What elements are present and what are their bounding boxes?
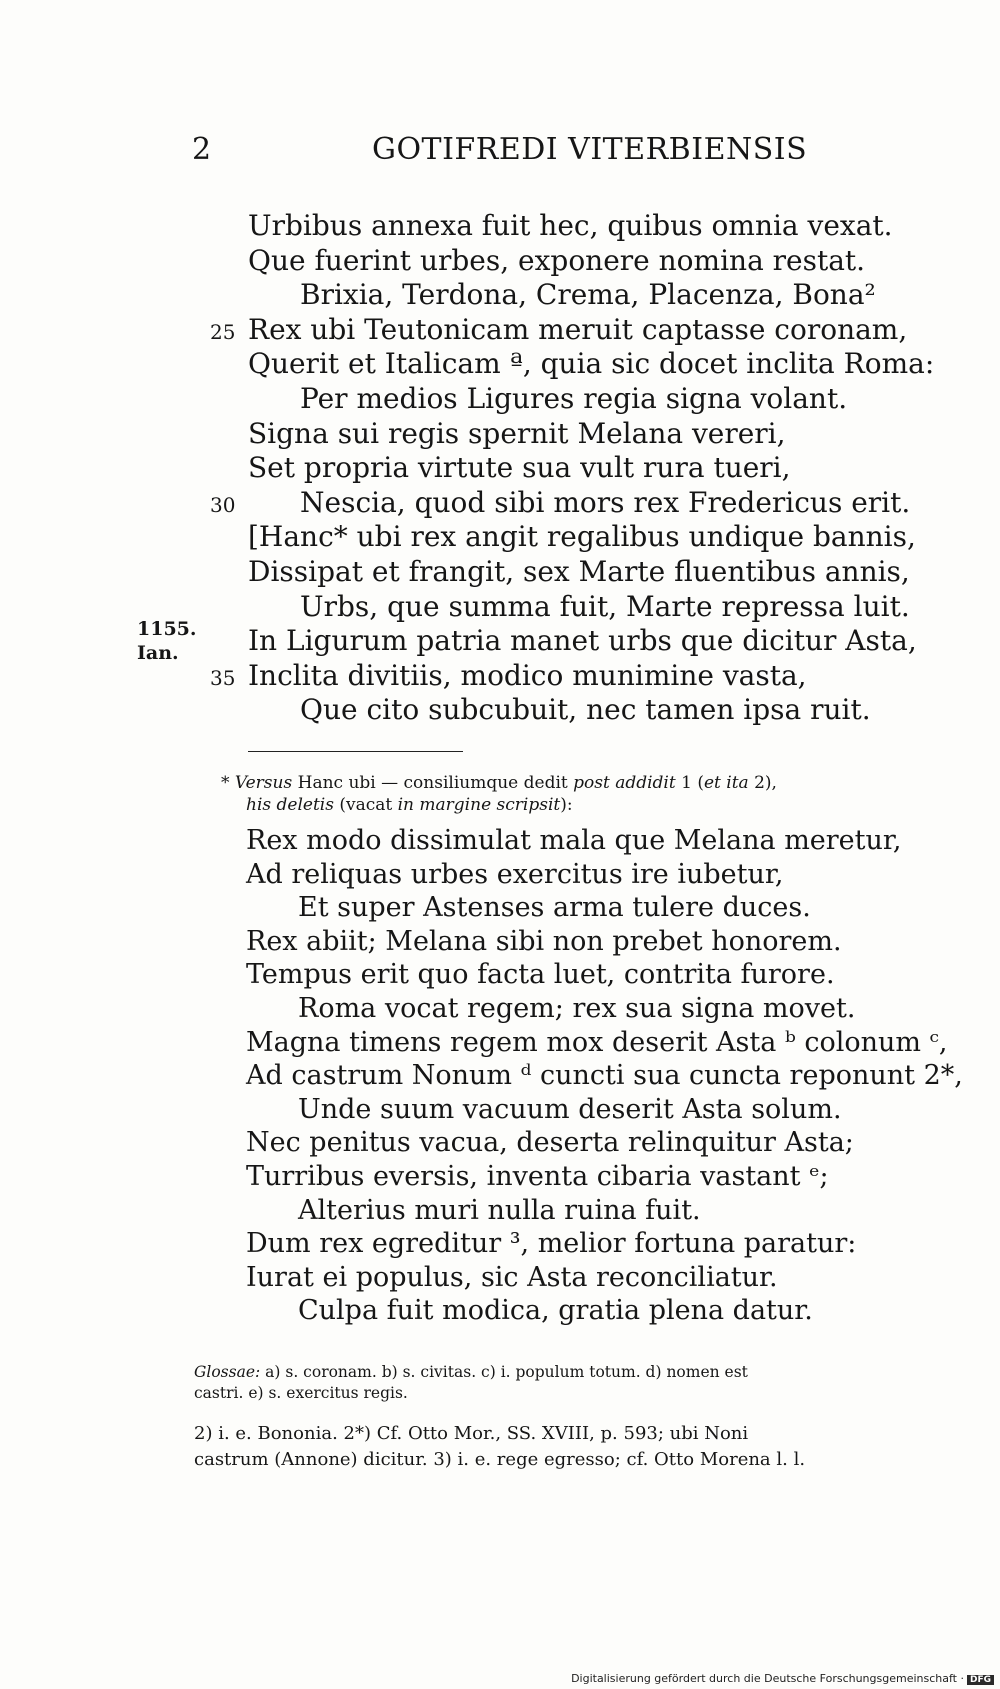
glossae-text-1: a) s. coronam. b) s. civitas. c) i. populum totum. d) nomen est: [265, 1363, 748, 1381]
verse-text: Inclita divitiis, modico munimine vasta,: [248, 658, 807, 692]
note-verse-line: Culpa fuit modica, gratia plena datur.: [298, 1295, 813, 1327]
note-intro-fragment: Hanc ubi — consiliumque dedit: [292, 773, 574, 793]
note-intro-fragment: 2),: [748, 773, 777, 793]
verse-line: [210, 658, 807, 693]
note-verse-line: Dum rex egreditur ³, melior fortuna paratur:: [246, 1228, 857, 1260]
verse-text: Urbs, que summa fuit, Marte repressa luit.: [300, 589, 910, 623]
verse-line: [248, 624, 917, 658]
note-intro-fragment: his deletis: [246, 795, 334, 815]
verse-line: [300, 693, 871, 727]
note-intro-text-2: [246, 795, 573, 815]
note-intro-fragment: (vacat: [333, 795, 398, 815]
verse-text: Nescia, quod sibi mors rex Fredericus erit.: [300, 485, 911, 519]
verse-text: Dissipat et frangit, sex Marte fluentibus annis,: [248, 555, 910, 588]
note-intro-fragment: Versus: [234, 773, 293, 793]
verse-line: [300, 590, 910, 624]
running-title: GOTIFREDI VITERBIENSIS: [372, 132, 808, 167]
glossae-label: Glossae:: [194, 1363, 261, 1381]
note-verse-line: Turribus eversis, inventa cibaria vastant ᵉ;: [246, 1161, 829, 1192]
glossae-line-2: castri. e) s. exercitus regis.: [194, 1384, 408, 1402]
verse-text: Rex ubi Teutonicam meruit captasse coronam,: [248, 312, 908, 346]
note-verse-line: Unde suum vacuum deserit Asta solum.: [298, 1093, 842, 1125]
page-number: 2: [192, 132, 212, 167]
note-intro-fragment: post addidit: [573, 773, 676, 793]
verse-text: In Ligurum patria manet urbs que dicitur Asta,: [248, 624, 917, 658]
footnote-line-2: castrum (Annone) dicitur. 3) i. e. rege egresso; cf. Otto Morena l. l.: [194, 1449, 806, 1470]
margin-date-month: Ian.: [137, 642, 179, 664]
verse-line: [248, 347, 934, 381]
verse-line: [248, 417, 786, 451]
note-verse-line: Magna timens regem mox deserit Asta ᵇ colonum ᶜ,: [246, 1026, 948, 1058]
note-verse-line: Alterius muri nulla ruina fuit.: [298, 1194, 701, 1226]
verse-line: [210, 312, 908, 347]
margin-date-year: 1155.: [137, 618, 197, 640]
verse-line: [248, 520, 916, 554]
verse-line: [210, 485, 911, 520]
note-verse-line: Ad castrum Nonum ᵈ cuncti sua cuncta reponunt 2*,: [246, 1060, 963, 1092]
verse-line: [300, 382, 847, 416]
note-intro-text-1: [235, 773, 777, 793]
verse-text: Urbibus annexa fuit hec, quibus omnia vexat.: [248, 209, 893, 242]
footnote-line-1: 2) i. e. Bononia. 2*) Cf. Otto Mor., SS. XVIII, p. 593; ubi Noni: [194, 1423, 749, 1444]
verse-line: [248, 244, 865, 278]
glossae-line-1: [194, 1362, 748, 1382]
note-star: *: [221, 773, 230, 793]
note-verse-line: Et super Astenses arma tulere duces.: [298, 892, 811, 924]
line-number: 25: [210, 319, 236, 344]
line-number: 35: [210, 665, 236, 690]
verse-text: Brixia, Terdona, Crema, Placenza, Bona²: [300, 278, 876, 312]
note-verse-line: Rex abiit; Melana sibi non prebet honorem.: [246, 925, 842, 957]
digitization-credit: [571, 1672, 994, 1685]
line-number: 30: [210, 492, 236, 517]
note-intro-line-1: [221, 772, 777, 794]
verse-line: [248, 555, 910, 589]
verse-text: Que fuerint urbes, exponere nomina restat.: [248, 243, 866, 277]
separator-rule: [248, 751, 463, 752]
note-intro-fragment: et ita: [703, 773, 749, 793]
note-verse-line: Roma vocat regem; rex sua signa movet.: [298, 993, 856, 1024]
note-intro-line-2: [246, 794, 573, 816]
note-intro-fragment: in margine scripsit: [397, 795, 561, 815]
note-verse-line: Ad reliquas urbes exercitus ire iubetur,: [246, 858, 784, 890]
verse-line: [300, 278, 876, 312]
note-verse-line: Rex modo dissimulat mala que Melana meretur,: [246, 825, 902, 856]
credit-text: Digitalisierung gefördert durch die Deutsche Forschungsgemeinschaft ·: [571, 1672, 964, 1685]
dfg-logo: DFG: [967, 1675, 994, 1685]
note-verse-line: Nec penitus vacua, deserta relinquitur Asta;: [246, 1127, 854, 1159]
note-verse-line: Tempus erit quo facta luet, contrita furore.: [246, 959, 835, 991]
verse-text: Set propria virtute sua vult rura tueri,: [248, 451, 791, 485]
verse-text: Signa sui regis spernit Melana vereri,: [248, 416, 786, 450]
note-intro-fragment: 1 (: [675, 773, 704, 793]
verse-line: [248, 451, 791, 485]
verse-text: Que cito subcubuit, nec tamen ipsa ruit.: [300, 693, 871, 727]
verse-text: Per medios Ligures regia signa volant.: [300, 382, 848, 415]
verse-line: [248, 209, 893, 243]
verse-text: [Hanc* ubi rex angit regalibus undique bannis,: [248, 520, 916, 554]
note-intro-fragment: ):: [560, 795, 573, 815]
note-verse-line: Iurat ei populus, sic Asta reconciliatur.: [246, 1261, 778, 1293]
verse-text: Querit et Italicam ª, quia sic docet inclita Roma:: [248, 347, 935, 381]
